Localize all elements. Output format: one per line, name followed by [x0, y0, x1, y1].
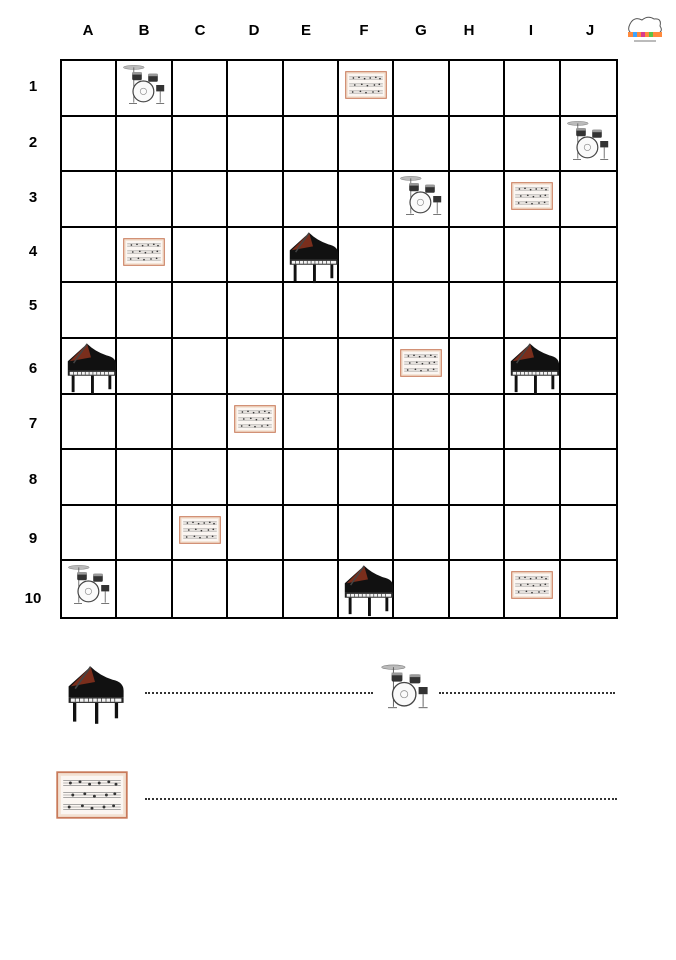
grid-cell-j8: [561, 450, 616, 506]
grid-cell-a8: [62, 450, 117, 506]
grid-cell-b5: [117, 283, 172, 339]
column-label-j: J: [585, 22, 595, 39]
grid-item-b4: [123, 236, 165, 268]
grid-cell-c8: [173, 450, 228, 506]
column-label-d: D: [248, 22, 260, 39]
grid-item-i3: [511, 180, 553, 212]
grid-cell-a7: [62, 395, 117, 451]
row-label-3: 3: [28, 189, 38, 206]
grid-cell-d6: [228, 339, 283, 395]
grid-cell-e6: [284, 339, 339, 395]
grid-cell-i7: [505, 395, 560, 451]
grid-cell-j7: [561, 395, 616, 451]
grid-cell-g4: [394, 228, 449, 284]
drum-kit-icon: [376, 660, 436, 714]
grid-cell-a10: [62, 561, 117, 617]
grid-cell-e7: [284, 395, 339, 451]
grid-cell-b10: [117, 561, 172, 617]
grid-cell-f5: [339, 283, 394, 339]
grid-cell-e1: [284, 61, 339, 117]
grid-item-g3: [398, 170, 446, 222]
grid-cell-j9: [561, 506, 616, 562]
grid-cell-c1: [173, 61, 228, 117]
grid-cell-i8: [505, 450, 560, 506]
row-label-4: 4: [28, 243, 38, 260]
grid-cell-d9: [228, 506, 283, 562]
grid-cell-i10: [505, 561, 560, 617]
grid-cell-i4: [505, 228, 560, 284]
grid-cell-f1: [339, 61, 394, 117]
grid-cell-d7: [228, 395, 283, 451]
grid-cell-g7: [394, 395, 449, 451]
sheet-music-icon: [345, 69, 387, 101]
row-label-5: 5: [28, 297, 38, 314]
answer-key-drums: [376, 660, 436, 714]
grid-cell-h3: [450, 172, 505, 228]
grid-cell-f10: [339, 561, 394, 617]
grand-piano-icon: [284, 226, 342, 286]
row-label-10: 10: [24, 590, 42, 607]
grid-cell-g3: [394, 172, 449, 228]
grid-cell-h7: [450, 395, 505, 451]
grid-cell-e9: [284, 506, 339, 562]
grid-cell-d8: [228, 450, 283, 506]
grid-cell-j6: [561, 339, 616, 395]
grid-cell-j4: [561, 228, 616, 284]
grid-cell-a4: [62, 228, 117, 284]
grid-cell-a5: [62, 283, 117, 339]
grid-item-a6: [62, 337, 120, 397]
grid-cell-c5: [173, 283, 228, 339]
drum-kit-icon: [121, 59, 169, 111]
row-label-9: 9: [28, 530, 38, 547]
grid-cell-b9: [117, 506, 172, 562]
grid-item-a10: [66, 559, 114, 611]
grid-cell-g8: [394, 450, 449, 506]
grid-cell-j5: [561, 283, 616, 339]
grid-item-f10: [339, 559, 397, 619]
answer-key-piano: [62, 660, 128, 726]
column-label-b: B: [138, 22, 150, 39]
grid-item-e4: [284, 226, 342, 286]
grid-cell-g2: [394, 117, 449, 173]
grid-cell-b8: [117, 450, 172, 506]
column-label-a: A: [82, 22, 94, 39]
grid-cell-f7: [339, 395, 394, 451]
sheet-music-icon: [511, 180, 553, 212]
publisher-logo-icon: [624, 14, 666, 44]
grid-cell-h5: [450, 283, 505, 339]
grid-cell-d10: [228, 561, 283, 617]
drum-kit-icon: [398, 170, 446, 222]
grid-cell-f2: [339, 117, 394, 173]
grid-item-i6: [505, 337, 563, 397]
answer-line-sheet-music[interactable]: [145, 798, 617, 800]
drum-kit-icon: [565, 115, 613, 167]
grid-cell-e5: [284, 283, 339, 339]
grid-cell-a2: [62, 117, 117, 173]
grid-cell-c9: [173, 506, 228, 562]
column-label-e: E: [300, 22, 311, 39]
drum-kit-icon: [66, 559, 114, 611]
grid-cell-i3: [505, 172, 560, 228]
grid-cell-b1: [117, 61, 172, 117]
grid-item-j2: [565, 115, 613, 167]
grand-piano-icon: [62, 337, 120, 397]
grid-cell-h1: [450, 61, 505, 117]
answer-key-sheet-music: [56, 768, 128, 822]
grid-cell-e10: [284, 561, 339, 617]
grid-cell-c10: [173, 561, 228, 617]
grid-cell-h4: [450, 228, 505, 284]
grid-item-f1: [345, 69, 387, 101]
grand-piano-icon: [505, 337, 563, 397]
grand-piano-icon: [62, 660, 128, 726]
sheet-music-icon: [234, 403, 276, 435]
column-label-h: H: [463, 22, 475, 39]
grid-cell-g1: [394, 61, 449, 117]
grid-cell-f4: [339, 228, 394, 284]
grid-item-b1: [121, 59, 169, 111]
grid-cell-b2: [117, 117, 172, 173]
column-label-f: F: [359, 22, 369, 39]
row-label-7: 7: [28, 415, 38, 432]
grid-cell-e2: [284, 117, 339, 173]
grid-cell-e4: [284, 228, 339, 284]
grid-cell-a6: [62, 339, 117, 395]
grid-cell-c7: [173, 395, 228, 451]
grid-cell-j1: [561, 61, 616, 117]
grid-cell-h6: [450, 339, 505, 395]
grid-cell-g6: [394, 339, 449, 395]
grid-cell-f3: [339, 172, 394, 228]
grid-cell-i5: [505, 283, 560, 339]
sheet-music-icon: [179, 514, 221, 546]
grid-cell-d2: [228, 117, 283, 173]
grid-cell-f9: [339, 506, 394, 562]
answer-line-piano[interactable]: [145, 692, 373, 694]
grid-cell-i6: [505, 339, 560, 395]
grid-item-d7: [234, 403, 276, 435]
grid-cell-c4: [173, 228, 228, 284]
sheet-music-icon: [56, 768, 128, 822]
grid-item-c9: [179, 514, 221, 546]
column-label-i: I: [528, 22, 534, 39]
grid-cell-i1: [505, 61, 560, 117]
grid-cell-j3: [561, 172, 616, 228]
grid-cell-f8: [339, 450, 394, 506]
grid-cell-i2: [505, 117, 560, 173]
row-label-2: 2: [28, 134, 38, 151]
row-label-6: 6: [28, 360, 38, 377]
grid-cell-j10: [561, 561, 616, 617]
grid-cell-d3: [228, 172, 283, 228]
grid-cell-a1: [62, 61, 117, 117]
grid-cell-g5: [394, 283, 449, 339]
column-label-g: G: [415, 22, 427, 39]
grand-piano-icon: [339, 559, 397, 619]
grid-cell-h10: [450, 561, 505, 617]
grid-cell-b7: [117, 395, 172, 451]
grid-cell-b4: [117, 228, 172, 284]
answer-line-drums[interactable]: [439, 692, 615, 694]
grid-cell-f6: [339, 339, 394, 395]
grid-cell-h9: [450, 506, 505, 562]
column-label-c: C: [194, 22, 206, 39]
grid-cell-c2: [173, 117, 228, 173]
grid-cell-b6: [117, 339, 172, 395]
grid-cell-h8: [450, 450, 505, 506]
grid-item-g6: [400, 347, 442, 379]
grid-cell-e8: [284, 450, 339, 506]
row-label-8: 8: [28, 471, 38, 488]
grid-cell-e3: [284, 172, 339, 228]
coordinate-grid: [60, 59, 618, 619]
grid-cell-h2: [450, 117, 505, 173]
row-label-1: 1: [28, 78, 38, 95]
sheet-music-icon: [123, 236, 165, 268]
grid-cell-d1: [228, 61, 283, 117]
sheet-music-icon: [400, 347, 442, 379]
grid-cell-d5: [228, 283, 283, 339]
grid-cell-c3: [173, 172, 228, 228]
grid-cell-b3: [117, 172, 172, 228]
grid-cell-a9: [62, 506, 117, 562]
grid-cell-c6: [173, 339, 228, 395]
grid-cell-j2: [561, 117, 616, 173]
grid-cell-g10: [394, 561, 449, 617]
grid-cell-g9: [394, 506, 449, 562]
grid-item-i10: [511, 569, 553, 601]
grid-cell-d4: [228, 228, 283, 284]
grid-cell-a3: [62, 172, 117, 228]
grid-cell-i9: [505, 506, 560, 562]
sheet-music-icon: [511, 569, 553, 601]
